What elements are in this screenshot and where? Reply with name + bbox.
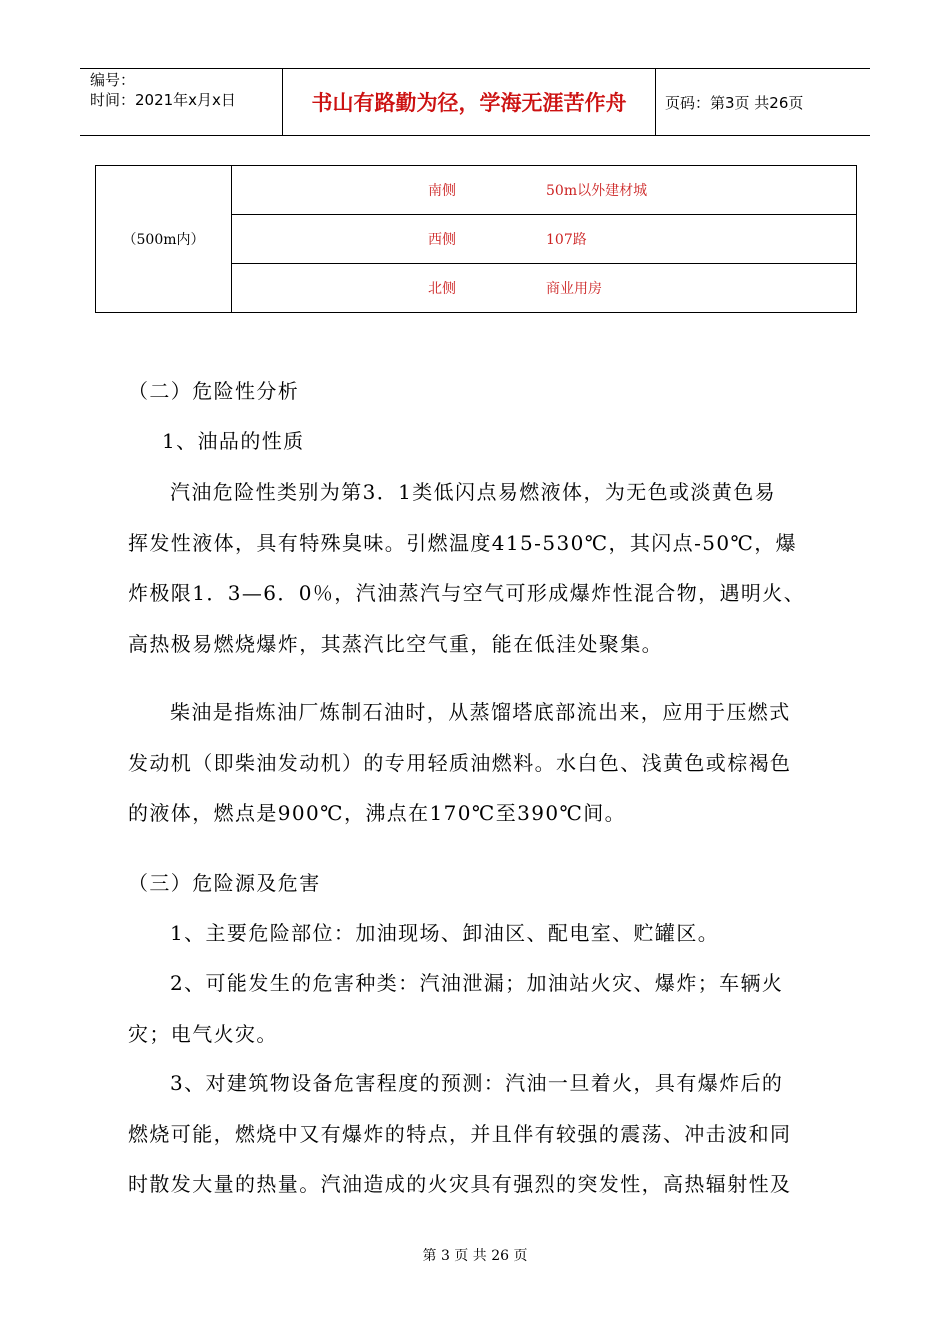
description-west: 107路	[546, 232, 587, 248]
direction-north: 北侧	[428, 281, 456, 297]
subheading-oil-properties: 1、油品的性质	[162, 429, 305, 453]
paragraph-item-3	[128, 1058, 833, 1210]
direction-south: 南侧	[428, 183, 456, 199]
description-south: 50m以外建材城	[546, 183, 648, 199]
paragraph-item-1	[128, 908, 833, 959]
table-cell	[232, 264, 857, 313]
paragraph-gasoline	[128, 467, 833, 669]
document-date-label: 时间：2021年x月x日	[90, 91, 236, 109]
direction-west: 西侧	[428, 232, 456, 248]
table-cell	[232, 166, 857, 215]
paragraph-diesel	[128, 687, 833, 839]
header-top-rule	[80, 68, 870, 69]
text-line: 时散发大量的热量。汽油造成的火灾具有强烈的突发性，高热辐射性及	[128, 1172, 792, 1196]
text-line: 燃烧可能，燃烧中又有爆炸的特点，并且伴有较强的震荡、冲击波和同	[128, 1121, 792, 1146]
description-north: 商业用房	[546, 281, 602, 297]
section-heading-hazard-sources: （三）危险源及危害	[128, 871, 321, 895]
header-motto: 书山有路勤为径，学海无涯苦作舟	[311, 91, 627, 115]
text-line: 汽油危险性类别为第3．1类低闪点易燃液体，为无色或淡黄色易	[170, 480, 777, 504]
section-heading-hazard-analysis: （二）危险性分析	[128, 379, 300, 403]
text-line: 的液体，燃点是900℃，沸点在170℃至390℃间。	[128, 801, 627, 825]
text-line: 炸极限1．3—6．0％，汽油蒸汽与空气可形成爆炸性混合物，遇明火、	[128, 581, 806, 605]
text-line: 3、对建筑物设备危害程度的预测：汽油一旦着火，具有爆炸后的	[170, 1071, 784, 1095]
text-line: 2、可能发生的危害种类：汽油泄漏；加油站火灾、爆炸；车辆火	[170, 971, 784, 995]
page-footer: 第 3 页 共 26 页	[422, 1248, 528, 1264]
paragraph-item-2	[128, 958, 833, 1059]
document-number-label: 编号：	[90, 71, 136, 89]
surroundings-table	[95, 165, 857, 313]
text-line: 灾；电气火灾。	[128, 1021, 278, 1046]
table-row	[96, 166, 857, 215]
table-cell	[232, 215, 857, 264]
header-divider-right	[655, 68, 656, 136]
text-line: 1、主要危险部位：加油现场、卸油区、配电室、贮罐区。	[170, 921, 720, 945]
range-label-cell: （500m内）	[96, 166, 232, 313]
text-line: 发动机（即柴油发动机）的专用轻质油燃料。水白色、浅黄色或棕褐色	[128, 750, 792, 775]
text-line: 高热极易燃烧爆炸，其蒸汽比空气重，能在低洼处聚集。	[128, 631, 663, 656]
text-line: 柴油是指炼油厂炼制石油时，从蒸馏塔底部流出来，应用于压燃式	[170, 700, 791, 724]
text-line: 挥发性液体，具有特殊臭味。引燃温度415-530℃，其闪点-50℃，爆	[128, 530, 798, 555]
header-divider-left	[282, 68, 283, 136]
header-page-info: 页码：第3页 共26页	[665, 94, 804, 112]
header-bottom-rule	[80, 135, 870, 136]
